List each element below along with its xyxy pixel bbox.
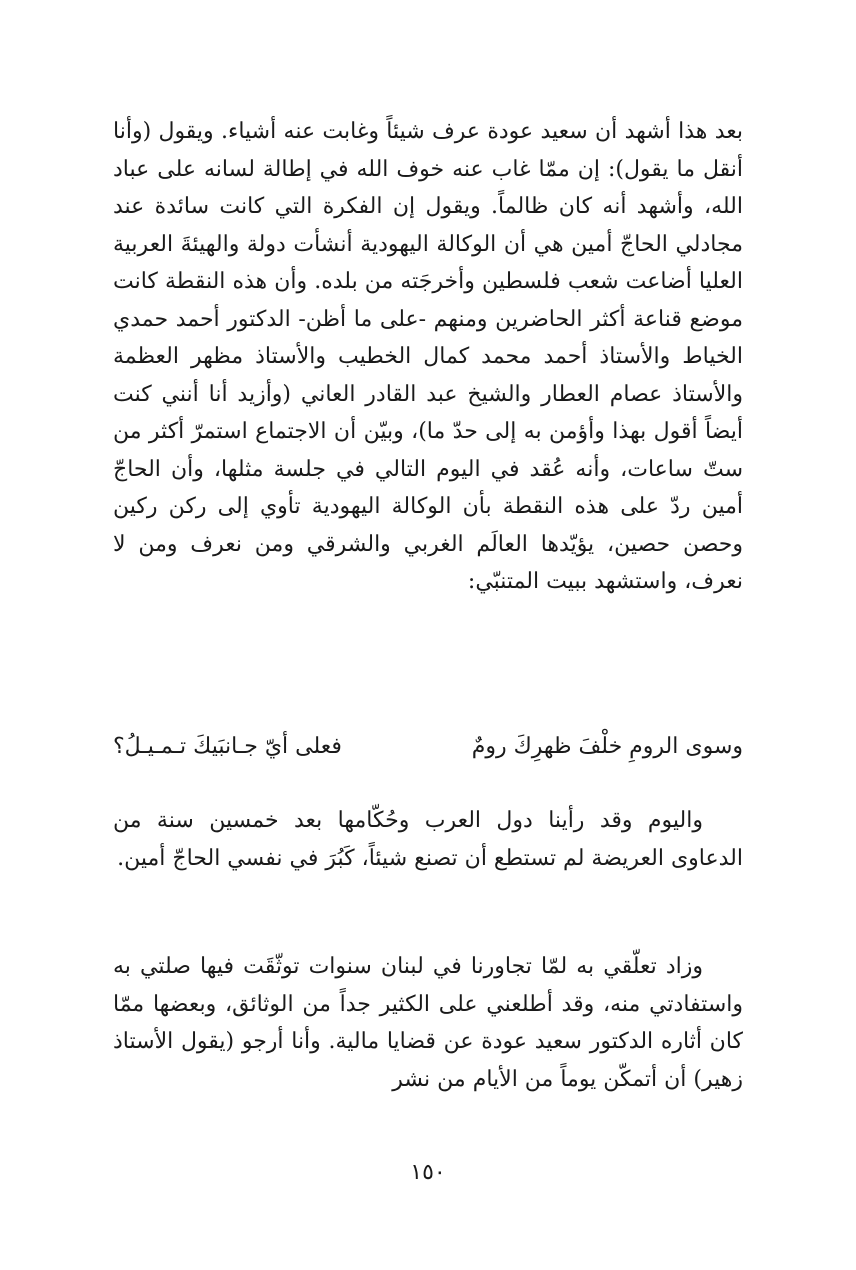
page-number: ١٥٠ [410,1160,446,1185]
verse-second-hemistich: فعلى أيّ جـانبَيكَ تـمـيـلُ؟ [113,734,342,759]
paragraph-3: وزاد تعلّقي به لمّا تجاورنا في لبنان سنوات توثّقَت فيها صلتي به واستفادتي منه، وقد أطلعني على الكثير جداً من الوثائق، وبعضها ممّا كان أثاره الدكتور سعيد عودة عن قضايا مالية. وأنا أرجو (يقول الأستاذ زهير) أن أتمكّن يوماً من الأيام من نشر [113,954,743,1092]
verse-first-hemistich: وسوى الرومِ خلْفَ ظهرِكَ رومٌ [471,734,743,759]
paragraph-2: واليوم وقد رأينا دول العرب وحُكّامها بعد خمسين سنة من الدعاوى العريضة لم تستطع أن تصنع شيئاً، كَبُرَ في نفسي الحاجّ أمين. [113,808,743,871]
paragraph-1: بعد هذا أشهد أن سعيد عودة عرف شيئاً وغابت عنه أشياء. ويقول (وأنا أنقل ما يقول): إن ممّا غاب عنه خوف الله في إطالة لسانه على عباد الله، وأشهد أنه كان ظالماً. ويقول إن الفكرة التي كانت سائدة عند مجادلي الحاجّ أمين هي أن الوكالة اليهودية أنشأت دولة والهيئةَ العربية العليا أضاعت شعب فلسطين وأخرجَته من بلده. وأن هذه النقطة كانت موضع قناعة أكثر الحاضرين ومنهم -على ما أظن- الدكتور أحمد حمدي الخياط والأستاذ أحمد محمد كمال الخطيب والأستاذ مظهر العظمة والأستاذ عصام العطار والشيخ عبد القادر العاني (وأزيد أنا أنني كنت أيضاً أقول بهذا وأؤمن به إلى حدّ ما)، وبيّن أن الاجتماع استمرّ أكثر من ستّ ساعات، وأنه عُقد في اليوم التالي في جلسة مثلها، وأن الحاجّ أمين ردّ على هذه النقطة بأن الوكالة اليهودية تأوي إلى ركن ركين وحصن حصين، يؤيّدها العالَم الغربي والشرقي ومن نعرف ومن لا نعرف، واستشهد ببيت المتنبّي: [113,119,743,594]
poetry-verse [113,728,743,766]
